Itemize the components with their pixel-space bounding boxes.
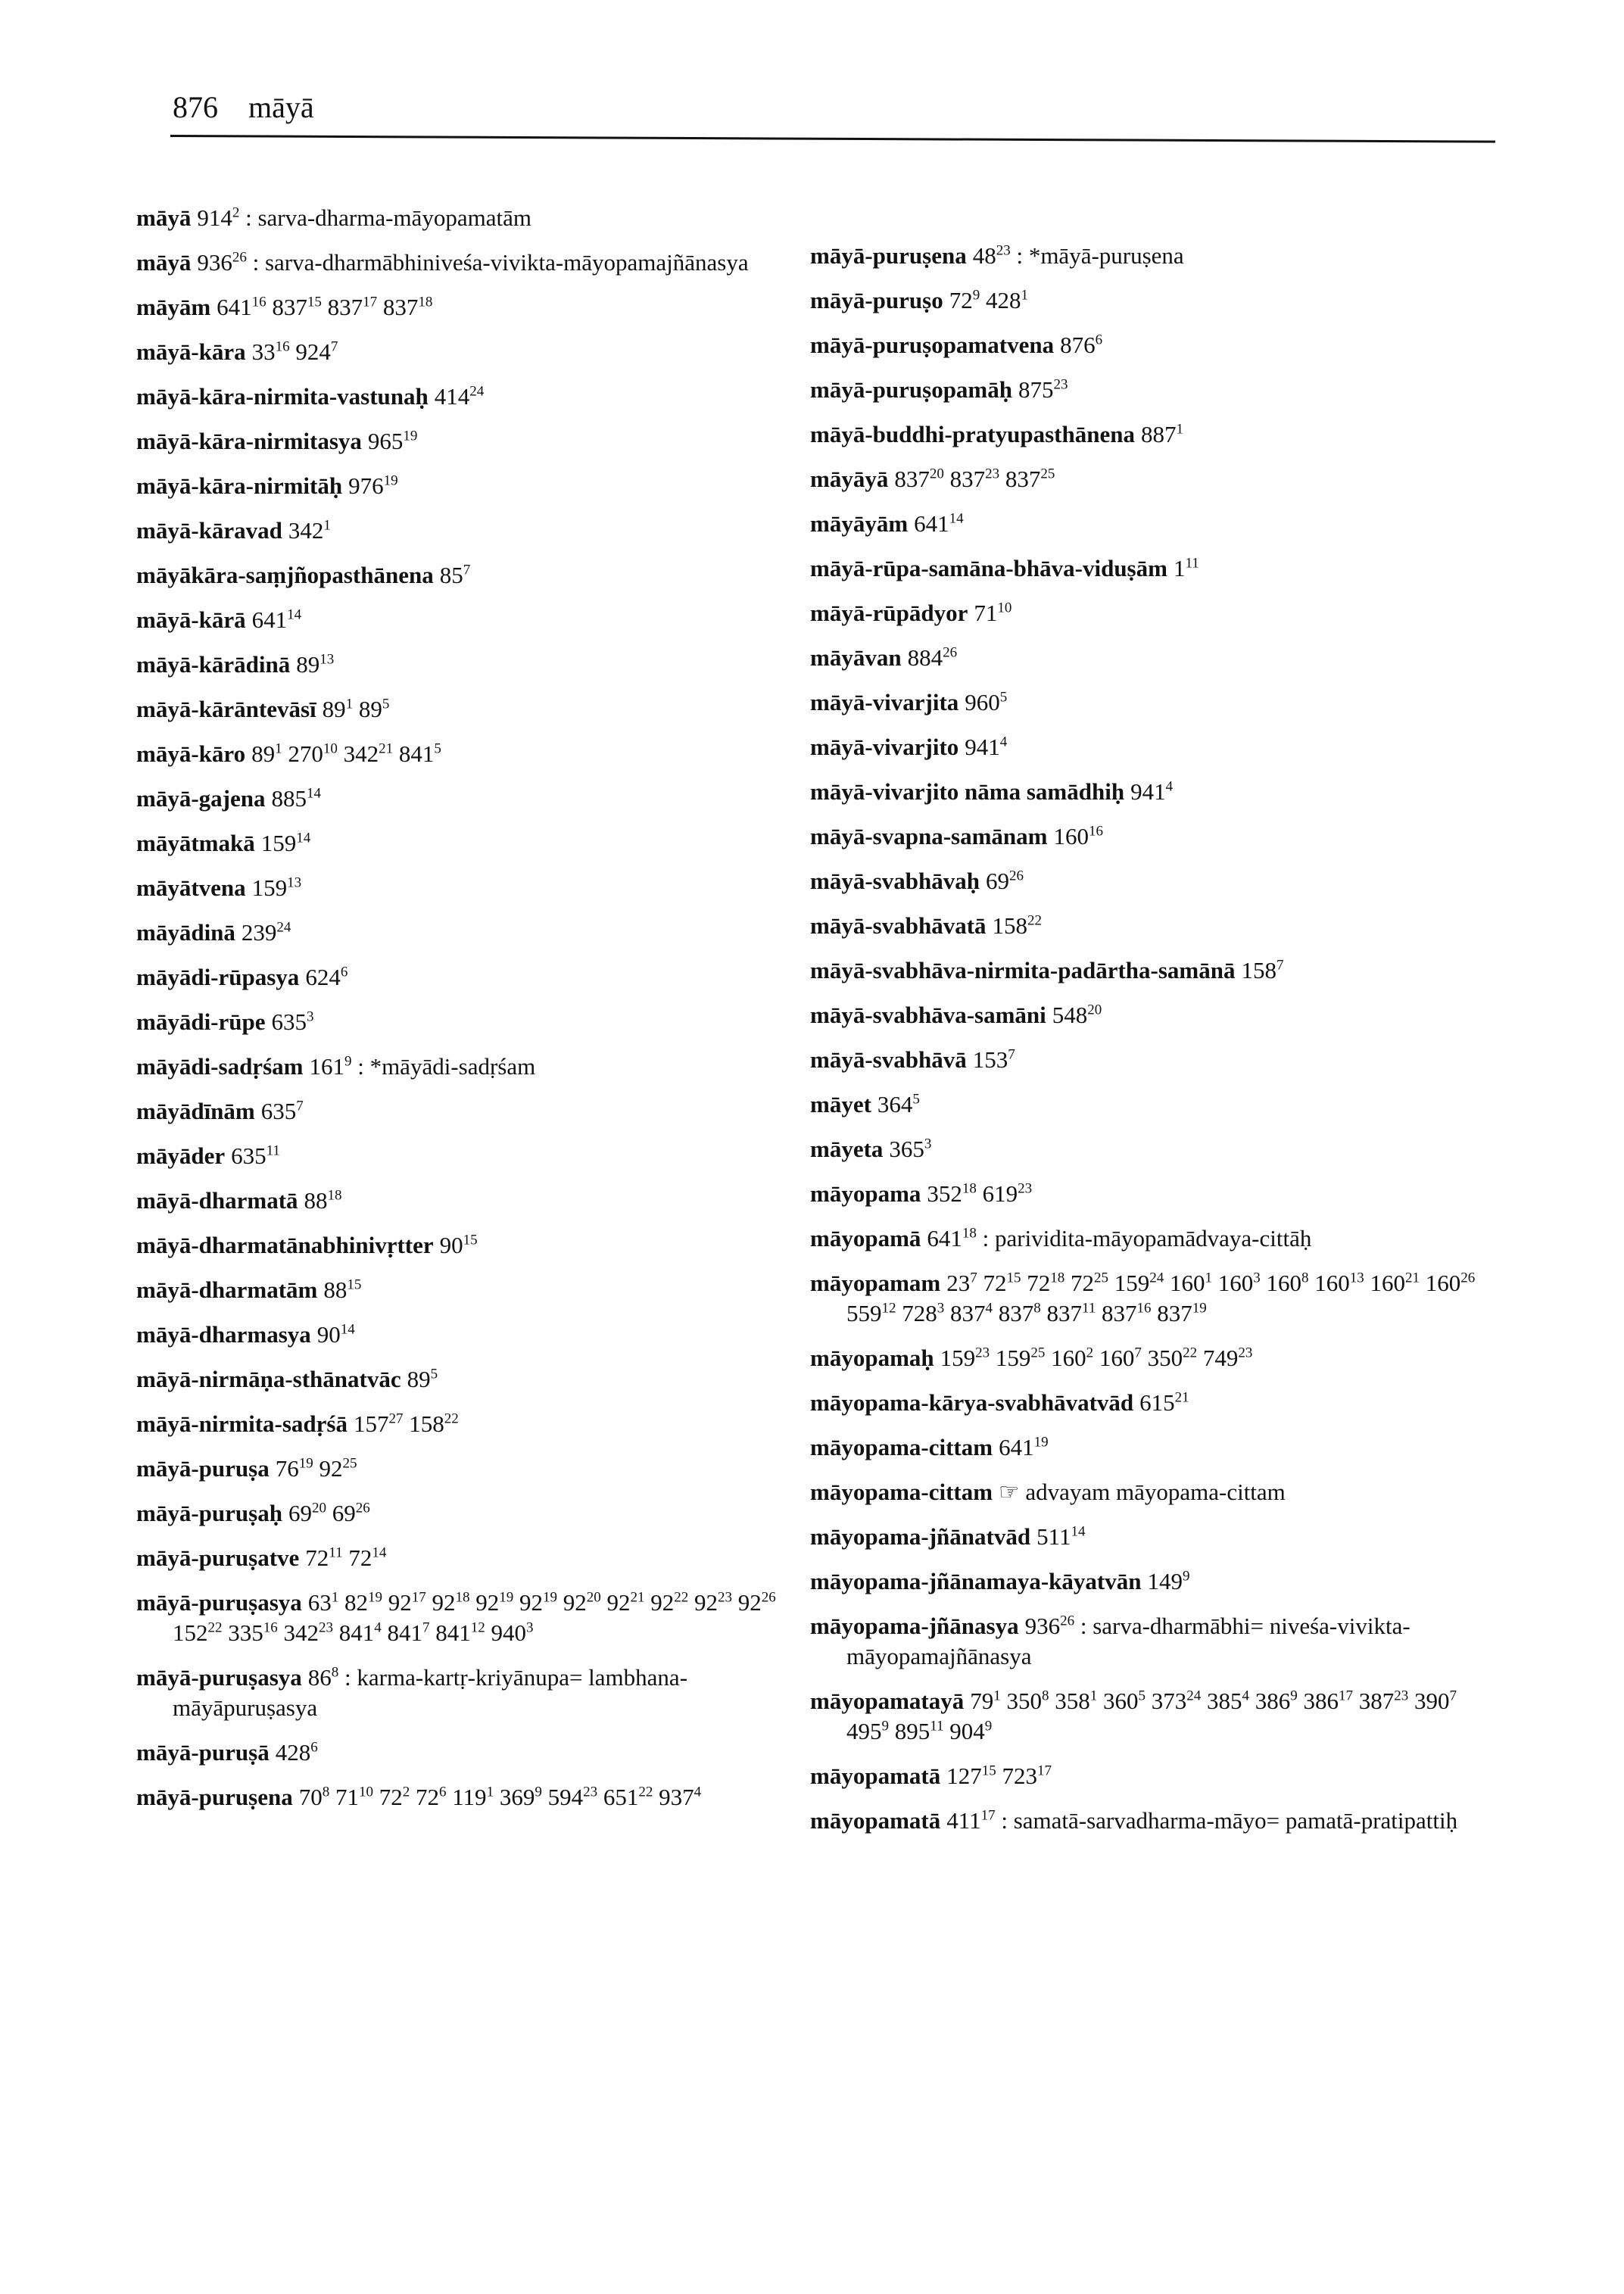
entry-headword: māyopama-jñānatvād	[810, 1523, 1031, 1550]
index-entry	[810, 1432, 1499, 1463]
entry-headword: māyā-kāra	[136, 338, 246, 365]
entry-references: $1^{11}$	[1173, 555, 1199, 581]
index-entry	[136, 203, 825, 233]
entry-references: $149^9$	[1147, 1568, 1190, 1594]
entry-headword: māyā-svabhāvā	[810, 1046, 967, 1073]
entry-headword: māyā-dharmatānabhinivṛtter	[136, 1232, 434, 1258]
entry-references: $641^{16}$ $837^{15}$ $837^{17}$ $837^{18}$	[217, 294, 433, 320]
entry-references: $89^1$ $270^{10}$ $342^{21}$ $841^5$	[251, 740, 441, 767]
entry-headword: māyādi-sadṛśam	[136, 1053, 304, 1080]
entry-references: $239^{24}$	[241, 919, 291, 946]
entry-references: $69^{20}$ $69^{26}$	[288, 1500, 370, 1526]
entry-headword: māyātvena	[136, 874, 246, 901]
entry-references: $72^9$ $428^1$	[949, 287, 1028, 313]
entry-headword: māyā-puruṣo	[810, 287, 943, 313]
entry-headword: māyā-vivarjito nāma samādhiḥ	[810, 778, 1125, 805]
entry-references: $511^{14}$	[1036, 1523, 1086, 1550]
entry-headword: māyāyām	[810, 510, 909, 537]
entry-headword: māyā-puruṣā	[136, 1739, 270, 1766]
index-entry	[136, 1364, 825, 1395]
entry-headword: māyā-puruṣena	[810, 242, 967, 269]
entry-references: $914^2$	[197, 204, 240, 231]
index-entry	[136, 1663, 825, 1723]
index-entry	[136, 918, 825, 948]
entry-headword: māyā-kāra-nirmita-vastunaḥ	[136, 383, 429, 410]
entry-headword: māyopamatayā	[810, 1688, 965, 1714]
entry-headword: māyā-svabhāva-samāni	[810, 1002, 1046, 1028]
entry-headword: māyā-rūpādyor	[810, 600, 968, 626]
index-entry	[136, 828, 825, 859]
entry-references: $161^9$	[309, 1053, 352, 1080]
index-entry	[810, 1388, 1499, 1418]
index-entry	[136, 1275, 825, 1305]
entry-references: $887^1$	[1140, 421, 1183, 447]
entry-references: $23^7$ $72^{15}$ $72^{18}$ $72^{25}$ $159^{24}$ $160^1$ $160^3$ $160^8$ $160^{13}$ $160^{21}$ $160^{26}$ $559^{12}$ $728^3$ $837^4$ $837^8$ $837^{11}$ $837^{16}$ $837^{19}$	[846, 1270, 1476, 1326]
entry-references: $85^7$	[439, 562, 471, 588]
index-entry	[810, 911, 1499, 941]
index-entry	[136, 1052, 825, 1082]
entry-references: $157^{27}$ $158^{22}$	[353, 1410, 459, 1437]
entry-references: $127^{15}$ $723^{17}$	[946, 1763, 1052, 1789]
entry-references: $365^3$	[889, 1136, 932, 1162]
entry-references: $90^{15}$	[439, 1232, 478, 1258]
index-entry	[810, 777, 1499, 807]
entry-headword: māyopamatā	[810, 1763, 941, 1789]
index-entry	[810, 375, 1499, 405]
index-entry	[136, 1738, 825, 1768]
index-entry	[810, 1089, 1499, 1120]
entry-headword: māyā-puruṣaḥ	[136, 1500, 282, 1526]
index-entry	[810, 1045, 1499, 1075]
entry-gloss: : *māyā-puruṣena	[1016, 242, 1184, 269]
entry-headword: māyā-gajena	[136, 785, 266, 812]
index-entry	[810, 1522, 1499, 1552]
entry-headword: māyā-puruṣena	[136, 1784, 293, 1810]
entry-references: $89^5$	[407, 1366, 438, 1392]
entry-headword: māyā-kāravad	[136, 517, 282, 544]
index-entry	[810, 821, 1499, 852]
entry-headword: māyā-dharmasya	[136, 1321, 311, 1348]
index-entry	[136, 1186, 825, 1216]
index-entry	[136, 962, 825, 993]
left-column	[136, 203, 825, 1827]
entry-references: $615^{21}$	[1139, 1389, 1189, 1416]
entry-references: $70^8$ $71^{10}$ $72^2$ $72^6$ $119^1$ $369^9$ $594^{23}$ $651^{22}$ $937^4$	[298, 1784, 702, 1810]
entry-headword: māyādi-rūpe	[136, 1008, 266, 1035]
index-entry	[810, 553, 1499, 584]
index-entry	[136, 292, 825, 323]
entry-headword: māyopama-cittam	[810, 1434, 993, 1460]
index-entry	[136, 694, 825, 725]
index-entry	[136, 382, 825, 412]
index-entry	[136, 650, 825, 680]
index-entry	[136, 873, 825, 903]
entry-references: $884^{26}$	[907, 644, 958, 671]
entry-references: $411^{17}$	[946, 1807, 996, 1834]
entry-headword: māyā-kārā	[136, 606, 246, 633]
page-header	[173, 89, 314, 125]
index-entry	[810, 1566, 1499, 1597]
index-entry	[810, 419, 1499, 450]
entry-references: $641^{14}$	[251, 606, 302, 633]
entry-headword: māyā-svabhāva-nirmita-padārtha-samānā	[810, 957, 1236, 983]
index-entry	[810, 1611, 1499, 1672]
entry-references: $941^4$	[1130, 778, 1174, 805]
entry-headword: māyopamam	[810, 1270, 941, 1296]
entry-headword: māyām	[136, 294, 211, 320]
entry-references: $159^{14}$	[260, 830, 311, 856]
entry-references: $875^{23}$	[1018, 376, 1068, 403]
entry-references: $876^6$	[1060, 332, 1103, 358]
index-entry	[136, 739, 825, 769]
entry-gloss: ☞ advayam māyopama-cittam	[998, 1479, 1286, 1505]
index-entry	[136, 1141, 825, 1171]
index-entry	[810, 1134, 1499, 1164]
entry-references: $641^{19}$	[999, 1434, 1049, 1460]
entry-headword: māyā-nirmita-sadṛśā	[136, 1410, 348, 1437]
header-rule	[170, 135, 1495, 143]
index-entry	[810, 1477, 1499, 1507]
entry-headword: māyā-rūpa-samāna-bhāva-viduṣām	[810, 555, 1167, 581]
entry-headword: māyāvan	[810, 644, 902, 671]
index-entry	[136, 1320, 825, 1350]
index-entry	[810, 1686, 1499, 1747]
entry-headword: māyā-svapna-samānam	[810, 823, 1048, 849]
index-entry	[136, 248, 825, 278]
entry-headword: māyādi-rūpasya	[136, 964, 300, 990]
entry-references: $48^{23}$	[972, 242, 1011, 269]
entry-headword: māyopama-jñānamaya-kāyatvān	[810, 1568, 1142, 1594]
entry-references: $641^{18}$	[927, 1225, 977, 1251]
entry-headword: māyāder	[136, 1142, 226, 1169]
index-entry	[136, 1409, 825, 1439]
entry-headword: māyā-buddhi-pratyupasthānena	[810, 421, 1135, 447]
entry-headword: māyā-kāra-nirmitāḥ	[136, 472, 343, 499]
entry-references: $428^6$	[275, 1739, 318, 1766]
index-entry	[136, 1007, 825, 1037]
entry-gloss: : sarva-dharma-māyopamatām	[245, 204, 531, 231]
entry-headword: māyāyā	[810, 466, 889, 492]
entry-references: $89^{13}$	[296, 651, 335, 678]
index-entry	[136, 1454, 825, 1484]
page-number: 876	[173, 90, 218, 124]
entry-headword: māyet	[810, 1091, 871, 1117]
index-entry	[810, 643, 1499, 673]
running-head: māyā	[248, 90, 314, 124]
entry-references: $965^{19}$	[367, 428, 418, 454]
index-entry	[136, 471, 825, 501]
entry-references: $936^{26}$	[197, 249, 247, 276]
entry-headword: māyā-svabhāvatā	[810, 912, 987, 939]
index-entry	[810, 598, 1499, 628]
entry-references: $90^{14}$	[316, 1321, 355, 1348]
index-entry	[136, 426, 825, 457]
entry-references: $976^{19}$	[348, 472, 398, 499]
entry-headword: māyopama-kārya-svabhāvatvād	[810, 1389, 1134, 1416]
entry-headword: māyā-kāro	[136, 740, 246, 767]
entry-gloss: : *māyādi-sadṛśam	[357, 1053, 536, 1080]
entry-headword: māyopama-cittam	[810, 1479, 993, 1505]
index-entry	[136, 605, 825, 635]
index-entry	[136, 337, 825, 367]
index-entry	[810, 732, 1499, 762]
entry-headword: māyākāra-saṃjñopasthānena	[136, 562, 434, 588]
entry-references: $635^3$	[271, 1008, 314, 1035]
entry-references: $548^{20}$	[1052, 1002, 1102, 1028]
entry-references: $159^{23}$ $159^{25}$ $160^2$ $160^7$ $350^{22}$ $749^{23}$	[940, 1345, 1253, 1371]
entry-references: $76^{19}$ $92^{25}$	[275, 1455, 357, 1482]
entry-references: $342^1$	[288, 517, 331, 544]
entry-headword: māyā-puruṣopamatvena	[810, 332, 1055, 358]
index-entry	[810, 1343, 1499, 1373]
index-entry	[810, 1179, 1499, 1209]
index-entry	[810, 241, 1499, 271]
index-entry	[136, 1498, 825, 1529]
entry-references: $941^4$	[965, 734, 1008, 760]
entry-references: $885^{14}$	[271, 785, 321, 812]
entry-references: $159^{13}$	[251, 874, 302, 901]
entry-headword: māyopama	[810, 1180, 921, 1207]
entry-headword: māyā-nirmāṇa-sthānatvāc	[136, 1366, 401, 1392]
index-entry	[810, 1761, 1499, 1791]
entry-headword: māyādīnām	[136, 1098, 255, 1124]
entry-headword: māyā-vivarjita	[810, 689, 959, 715]
index-entry	[810, 1806, 1499, 1836]
entry-headword: māyā-kāra-nirmitasya	[136, 428, 362, 454]
entry-headword: māyā-svabhāvaḥ	[810, 868, 980, 894]
index-entry	[136, 1096, 825, 1127]
entry-references: $364^5$	[877, 1091, 920, 1117]
entry-headword: māyā-vivarjito	[810, 734, 959, 760]
entry-references: $79^1$ $350^8$ $358^1$ $360^5$ $373^{24}$ $385^4$ $386^9$ $386^{17}$ $387^{23}$ $390^7$ $495^9$ $895^{11}$ $904^9$	[846, 1688, 1457, 1744]
index-entry	[136, 1588, 825, 1648]
entry-references: $624^6$	[305, 964, 348, 990]
entry-gloss: : karma-kartṛ-kriyānupa= lambhana-māyāpuruṣasya	[173, 1664, 688, 1721]
entry-gloss: : samatā-sarvadharma-māyo= pamatā-pratipattiḥ	[1001, 1807, 1458, 1834]
entry-headword: māyopamaḥ	[810, 1345, 934, 1371]
index-entry	[810, 285, 1499, 316]
index-entry	[136, 1543, 825, 1573]
entry-headword: māyā-puruṣa	[136, 1455, 270, 1482]
entry-headword: māyādinā	[136, 919, 235, 946]
index-entry	[810, 687, 1499, 718]
index-entry	[810, 330, 1499, 360]
entry-gloss: : sarva-dharmābhi= niveśa-vivikta-māyopamajñānasya	[846, 1613, 1410, 1669]
entry-headword: māyā-kārāntevāsī	[136, 696, 316, 722]
entry-headword: māyā	[136, 249, 192, 276]
entry-headword: māyā-dharmatā	[136, 1187, 298, 1214]
entry-gloss: : parividita-māyopamādvaya-cittāḥ	[982, 1225, 1312, 1251]
entry-references: $86^8$	[307, 1664, 339, 1691]
index-entry	[136, 1782, 825, 1812]
entry-references: $641^{14}$	[914, 510, 964, 537]
entry-references: $158^7$	[1241, 957, 1284, 983]
entry-references: $89^1$ $89^5$	[322, 696, 390, 722]
entry-references: $72^{11}$ $72^{14}$	[305, 1544, 387, 1571]
index-entry	[810, 464, 1499, 494]
entry-headword: māyā-puruṣasya	[136, 1589, 302, 1616]
entry-headword: māyā-puruṣatve	[136, 1544, 300, 1571]
entry-gloss: : sarva-dharmābhiniveśa-vivikta-māyopamajñānasya	[252, 249, 749, 276]
index-entry	[810, 1223, 1499, 1254]
entry-references: $33^{16}$ $924^7$	[251, 338, 338, 365]
entry-headword: māyā-puruṣasya	[136, 1664, 302, 1691]
index-entry	[810, 955, 1499, 986]
entry-references: $635^7$	[260, 1098, 304, 1124]
entry-references: $837^{20}$ $837^{23}$ $837^{25}$	[894, 466, 1055, 492]
index-entry	[136, 1230, 825, 1261]
right-column	[810, 241, 1499, 1850]
entry-headword: māyā-puruṣopamāḥ	[810, 376, 1012, 403]
entry-headword: māyopamatā	[810, 1807, 941, 1834]
entry-references: $71^{10}$	[974, 600, 1012, 626]
index-entry	[810, 509, 1499, 539]
entry-references: $88^{15}$	[323, 1276, 362, 1303]
entry-references: $635^{11}$	[231, 1142, 280, 1169]
index-entry	[136, 560, 825, 591]
entry-references: $160^{16}$	[1053, 823, 1103, 849]
entry-references: $88^{18}$	[304, 1187, 342, 1214]
entry-headword: māyopama-jñānasya	[810, 1613, 1019, 1639]
entry-references: $63^1$ $82^{19}$ $92^{17}$ $92^{18}$ $92^{19}$ $92^{19}$ $92^{20}$ $92^{21}$ $92^{22}$ $92^{23}$ $92^{26}$ $152^{22}$ $335^{16}$ $342^{23}$ $841^4$ $841^7$ $841^{12}$ $940^3$	[173, 1589, 776, 1646]
index-entry	[810, 866, 1499, 896]
entry-headword: māyopamā	[810, 1225, 921, 1251]
entry-references: $352^{18}$ $619^{23}$	[927, 1180, 1033, 1207]
entry-headword: māyā	[136, 204, 192, 231]
index-entry	[810, 1268, 1499, 1329]
index-entry	[136, 516, 825, 546]
index-entry	[136, 784, 825, 814]
entry-references: $960^5$	[965, 689, 1008, 715]
entry-references: $158^{22}$	[992, 912, 1043, 939]
entry-headword: māyā-kārādinā	[136, 651, 291, 678]
entry-references: $153^7$	[972, 1046, 1015, 1073]
entry-references: $69^{26}$	[985, 868, 1024, 894]
index-entry	[810, 1000, 1499, 1030]
entry-headword: māyātmakā	[136, 830, 255, 856]
entry-headword: māyeta	[810, 1136, 884, 1162]
entry-references: $936^{26}$	[1024, 1613, 1075, 1639]
entry-headword: māyā-dharmatām	[136, 1276, 318, 1303]
entry-references: $414^{24}$	[434, 383, 485, 410]
